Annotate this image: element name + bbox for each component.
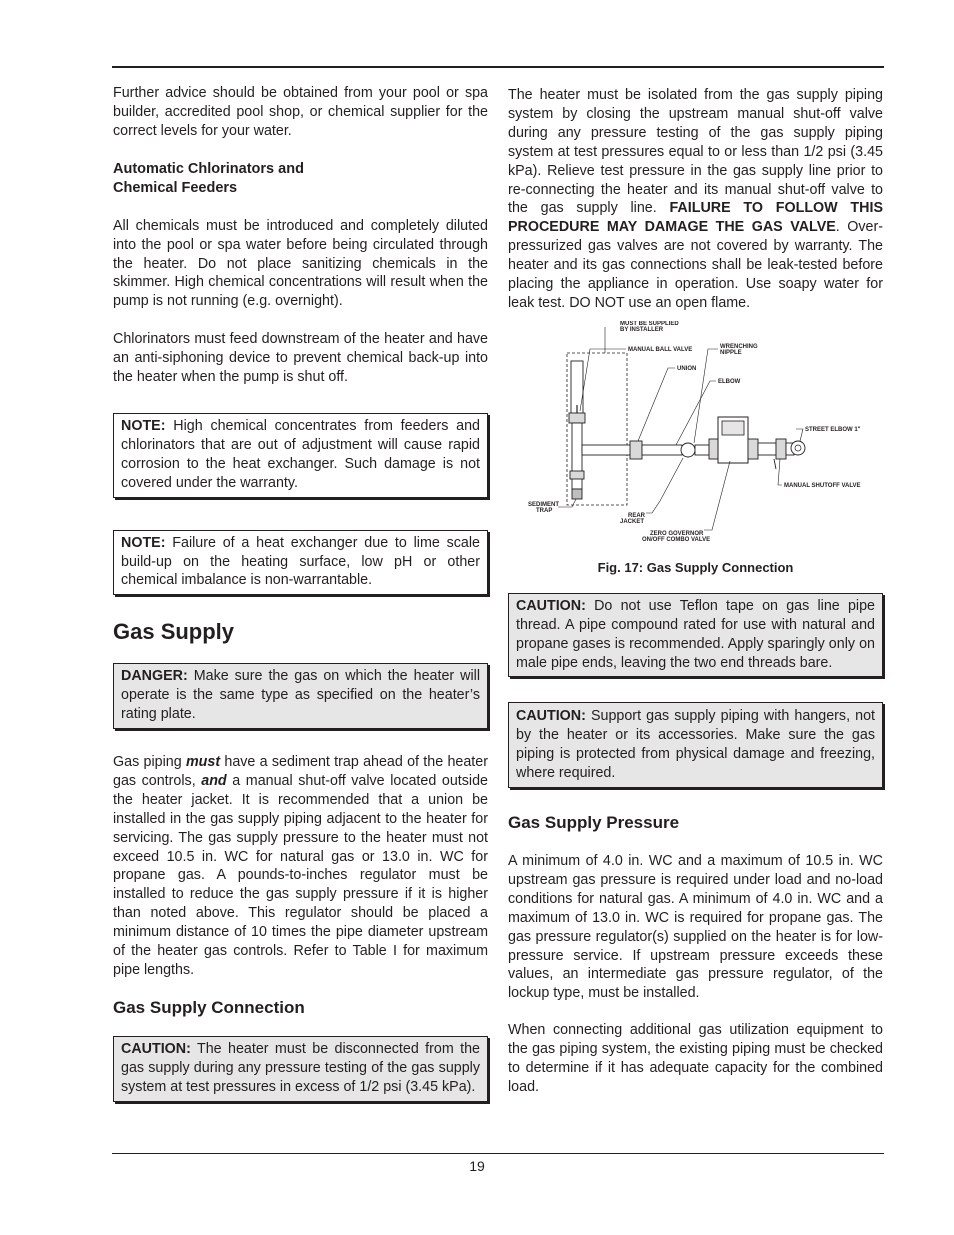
- gas-connection-figure: [508, 321, 883, 555]
- caution-label: CAUTION:: [516, 597, 586, 614]
- svg-text:JACKET: JACKET: [620, 518, 645, 525]
- note-box-corrosion: [113, 413, 488, 498]
- caution-box-disconnect: [113, 1036, 488, 1102]
- note-text: High chemical concentrates from feeders and chlorinators that are out of adjustment will cause rapid corrosion to the heat exchanger. Such damage is not covered under the warranty.: [121, 417, 480, 491]
- svg-text:NIPPLE: NIPPLE: [720, 349, 742, 356]
- caution-box-teflon: [508, 593, 883, 678]
- note-box-lime-scale: [113, 530, 488, 596]
- caution-text: Do not use Teflon tape on gas line pipe thread. A pipe compound rated for use with natural and propane gases is recommended. Apply sparingly only on male pipe ends, leaving the two end threads bare.: [516, 597, 875, 671]
- rear-jacket-grommet: [681, 443, 695, 457]
- left-column: [113, 84, 488, 1102]
- chlorinators-heading: Automatic Chlorinators and Chemical Feeders: [113, 160, 304, 196]
- right-column: [508, 86, 883, 1097]
- caution-label: CAUTION:: [516, 708, 586, 725]
- chlorinators-paragraph: Chlorinators must feed downstream of the heater and have an anti-siphoning device to prevent chemical back-up into the heater when the pump is shut off.: [113, 331, 488, 386]
- label-zero-governor: ZERO GOVERNOR: [650, 530, 704, 537]
- caution-text: Support gas supply piping with hangers, not by the heater or its accessories. Make sure the gas piping is protected from physical damage and freezing, where required.: [516, 708, 875, 782]
- label-supplied-by-installer: MUST BE SUPPLIED: [620, 320, 679, 327]
- label-union: UNION: [677, 365, 697, 372]
- chemicals-paragraph: All chemicals must be introduced and completely diluted into the pool or spa water before being circulated through the heater. Do not place sanitizing chemicals in the skimmer. High chemical concentrations will result when the pump is not running (e.g. overnight).: [113, 217, 488, 310]
- gas-supply-heading: Gas Supply: [113, 619, 235, 645]
- pressure-paragraph: A minimum of 4.0 in. WC and a maximum of 10.5 in. WC upstream gas pressure is required under load and no-load conditions for natural gas. A minimum of 4.0 in. WC and a maximum of 13.0 in. WC is required for propane gas. The gas pressure regulator(s) supplied on the heater is for low-pressure service. If upstream pressure exceeds these values, an intermediate gas pressure regulator, of the lockup type, must be installed.: [508, 853, 883, 1002]
- caution-text: The heater must be disconnected from the gas supply during any pressure testing of the gas supply system at test pressures in excess of 1/2 psi (3.45 kPa).: [121, 1040, 480, 1095]
- label-street-elbow: STREET ELBOW 1": [805, 426, 861, 433]
- label-elbow: ELBOW: [718, 378, 741, 385]
- intro-paragraph: Further advice should be obtained from your pool or spa builder, accredited pool shop, or chemical supplier for the correct levels for your water.: [113, 85, 488, 139]
- danger-text: Make sure the gas on which the heater will operate is the same type as specified on the heater’s rating plate.: [121, 668, 480, 723]
- horizontal-pipe: [582, 445, 634, 455]
- bottom-rule: [112, 1153, 884, 1154]
- svg-text:ON/OFF COMBO VALVE: ON/OFF COMBO VALVE: [642, 536, 711, 543]
- danger-label: DANGER:: [121, 668, 188, 685]
- gas-supply-connection-heading: Gas Supply Connection: [113, 997, 305, 1017]
- note-label: NOTE:: [121, 534, 166, 551]
- svg-text:TRAP: TRAP: [536, 507, 553, 514]
- gas-connection-diagram: [508, 321, 883, 555]
- label-sediment-trap: SEDIMENT: [528, 501, 560, 508]
- note-label: NOTE:: [121, 417, 166, 434]
- figure-caption: Fig. 17: Gas Supply Connection: [597, 559, 794, 575]
- isolation-paragraph: The heater must be isolated from the gas supply piping system by closing the upstream manual shut-off valve during any pressure testing of the gas supply piping system at test pressures equal to or less than 1/2 psi (3.45 kPa). Relieve test pressure in the gas supply line prior to re-connecting the heater and its manual shut-off valve to the gas supply line. FAILURE TO FOLLOW THIS PROCEDURE MAY DAMAGE THE GAS VALVE. Over-pressurized gas valves are not covered by warranty. The heater and its gas connections shall be leak-tested before placing the appliance in operation. Use soapy water for leak test. DO NOT use an open flame.: [508, 87, 883, 311]
- caution-box-support: [508, 702, 883, 788]
- top-rule: [112, 66, 884, 68]
- label-manual-shutoff-valve: MANUAL SHUTOFF VALVE: [784, 482, 861, 489]
- danger-box: [113, 663, 488, 729]
- label-manual-ball-valve: MANUAL BALL VALVE: [628, 346, 693, 353]
- gas-supply-pressure-heading: Gas Supply Pressure: [508, 813, 680, 833]
- caution-label: CAUTION:: [121, 1040, 191, 1057]
- union: [630, 441, 642, 459]
- ball-valve-body: [569, 413, 585, 423]
- manual-shutoff-valve: [776, 439, 786, 459]
- label-rear-jacket: REAR: [628, 512, 646, 519]
- gas-piping-paragraph: Gas piping must have a sediment trap ahead of the heater gas controls, and a manual shut-off valve located outside the heater jacket. It is recommended that a union be installed in the gas supply piping adjacent to the heater for servicing. The gas supply pressure to the heater must not exceed 10.5 in. WC for natural gas or 13.0 in. WC for propane gas. A pounds-to-inches regulator must be installed to reduce the gas supply pressure if it is higher than noted above. This regulator should be placed a minimum distance of 10 times the pipe diameter upstream of the heater gas controls. Refer to Table I for maximum pipe lengths.: [113, 754, 488, 978]
- label-wrenching-nipple: WRENCHING: [720, 343, 758, 350]
- additional-equipment-paragraph: When connecting additional gas utilization equipment to the gas piping system, the existing piping must be checked to determine if it has adequate capacity for the combined load.: [508, 1022, 883, 1095]
- svg-text:BY INSTALLER: BY INSTALLER: [620, 326, 664, 333]
- page-number: 19: [469, 1158, 485, 1174]
- note-text: Failure of a heat exchanger due to lime scale build-up on the heating surface, low pH or other chemical imbalance is non-warrantable.: [121, 534, 480, 589]
